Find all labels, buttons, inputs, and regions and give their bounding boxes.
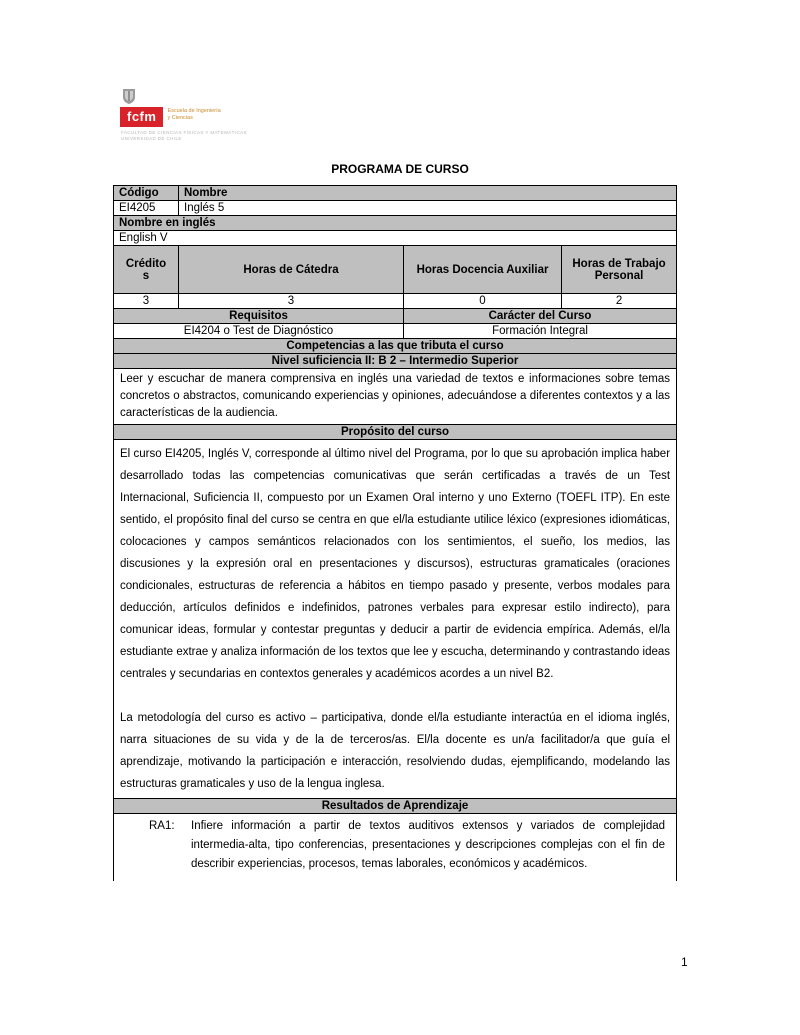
requisitos-value-cell: EI4204 o Test de Diagnóstico (114, 324, 404, 339)
row-nombre-ingles-value (114, 231, 677, 246)
course-program-table (113, 185, 677, 881)
horas-catedra-header-cell: Horas de Cátedra (179, 246, 404, 294)
page-title: PROGRAMA DE CURSO (331, 162, 469, 176)
caracter-header-cell: Carácter del Curso (404, 309, 677, 324)
horas-docencia-value-cell: 0 (404, 294, 562, 309)
nombre-header-cell: Nombre (179, 186, 677, 201)
fcfm-logo-text: fcfm (127, 109, 157, 124)
logo-sub-text (121, 130, 290, 142)
logo-side-line2: y Ciencias (167, 115, 193, 121)
row-codigo-nombre-header (114, 186, 677, 201)
page-number: 1 (681, 955, 688, 969)
row-proposito-text (114, 440, 677, 799)
creditos-header-cell (114, 246, 179, 294)
creditos-header-label: Créditos (125, 257, 167, 282)
nombre-ingles-value-cell: English V (114, 231, 677, 246)
ra1-text: Infiere información a partir de textos auditivos extensos y variados de complejidad intermedia-alta, tipo conferencias, presentaciones y descripciones complejas con el fin de describir experiencias, procesos, temas laborales, económicos y académicos. (191, 820, 666, 870)
proposito-paragraph-2: La metodología del curso es activo – participativa, donde el/la estudiante interactúa en el idioma inglés, narra situaciones de su vida y de la de terceros/as. El/la docente es un/a facilitador/a que guía el aprendizaje, motivando la participación e interacción, resolviendo dudas, ejemplificando, modelando las estructuras gramaticales y uso de la lengua inglesa. (120, 712, 671, 790)
row-ra1 (114, 814, 677, 882)
nombre-value-cell: Inglés 5 (179, 201, 677, 216)
nombre-ingles-header-cell: Nombre en inglés (114, 216, 677, 231)
row-competencias-text (114, 369, 677, 425)
row-codigo-nombre-values (114, 201, 677, 216)
university-crest-icon (122, 88, 136, 105)
row-nombre-ingles-header (114, 216, 677, 231)
resultados-header-cell: Resultados de Aprendizaje (114, 799, 677, 814)
creditos-value-cell: 3 (114, 294, 179, 309)
proposito-text-cell (114, 440, 677, 799)
row-requisitos-caracter-values (114, 324, 677, 339)
proposito-paragraph-1: El curso EI4205, Inglés V, corresponde al último nivel del Programa, por lo que su aprobación implica haber desarrollado todas las competencias comunicativas que serán certificadas a través de un Test Internacional, Suficiencia II, compuesto por un Examen Oral interno y uno Externo (TOEFL ITP). En este sentido, el propósito final del curso se centra en que el/la estudiante utilice léxico (expresiones idiomáticas, colocaciones y campos semánticos relacionados con los sentimientos, el sueño, los medios, las discusiones y la expresión oral en presentaciones y discursos), estructuras gramaticales (oraciones condicionales, estructuras de referencia a hábitos en tiempo pasado y presente, verbos modales para deducción, artículos definidos e indefinidos, patrones verbales para expresar estilo indirecto), para comunicar ideas, formular y contestar preguntas y deducir a partir de evidencia empírica. Además, el/la estudiante extrae y analiza información de los textos que lee y escucha, determinando y contrastando ideas centrales y secundarias en contextos generales y académicos acordes a un nivel B2. (120, 448, 671, 680)
row-horas-headers (114, 246, 677, 294)
logo-sub-line2: UNIVERSIDAD DE CHILE (121, 136, 182, 141)
horas-docencia-header-cell: Horas Docencia Auxiliar (404, 246, 562, 294)
proposito-header-cell: Propósito del curso (114, 425, 677, 440)
competencias-header-cell: Competencias a las que tributa el curso (114, 339, 677, 354)
row-proposito-header (114, 425, 677, 440)
logo-sub-line1: FACULTAD DE CIENCIAS FÍSICAS Y MATEMÁTICAS (121, 130, 247, 135)
row-requisitos-caracter-header (114, 309, 677, 324)
horas-trabajo-header-cell: Horas de Trabajo Personal (562, 246, 677, 294)
horas-trabajo-value-cell: 2 (562, 294, 677, 309)
fcfm-logo-box (120, 107, 163, 127)
nivel-header-cell: Nivel suficiencia II: B 2 – Intermedio Superior (114, 354, 677, 369)
codigo-value-cell: EI4205 (114, 201, 179, 216)
caracter-value-cell: Formación Integral (404, 324, 677, 339)
requisitos-header-cell: Requisitos (114, 309, 404, 324)
row-resultados-header (114, 799, 677, 814)
row-nivel-header (114, 354, 677, 369)
codigo-header-cell: Código (114, 186, 179, 201)
logo-side-text (167, 107, 220, 122)
ra1-cell (114, 814, 677, 882)
row-competencias-header (114, 339, 677, 354)
logo-side-line1: Escuela de Ingeniería (167, 108, 221, 114)
horas-catedra-value-cell: 3 (179, 294, 404, 309)
ra1-label: RA1: (149, 820, 175, 832)
competencias-text-cell: Leer y escuchar de manera comprensiva en inglés una variedad de textos e informaciones sobre temas concretos o abstractos, comunicando experiencias y opiniones, adecuándose a diferentes contextos y a las características de la audiencia. (114, 369, 677, 425)
fcfm-logo (120, 88, 290, 142)
row-horas-values (114, 294, 677, 309)
